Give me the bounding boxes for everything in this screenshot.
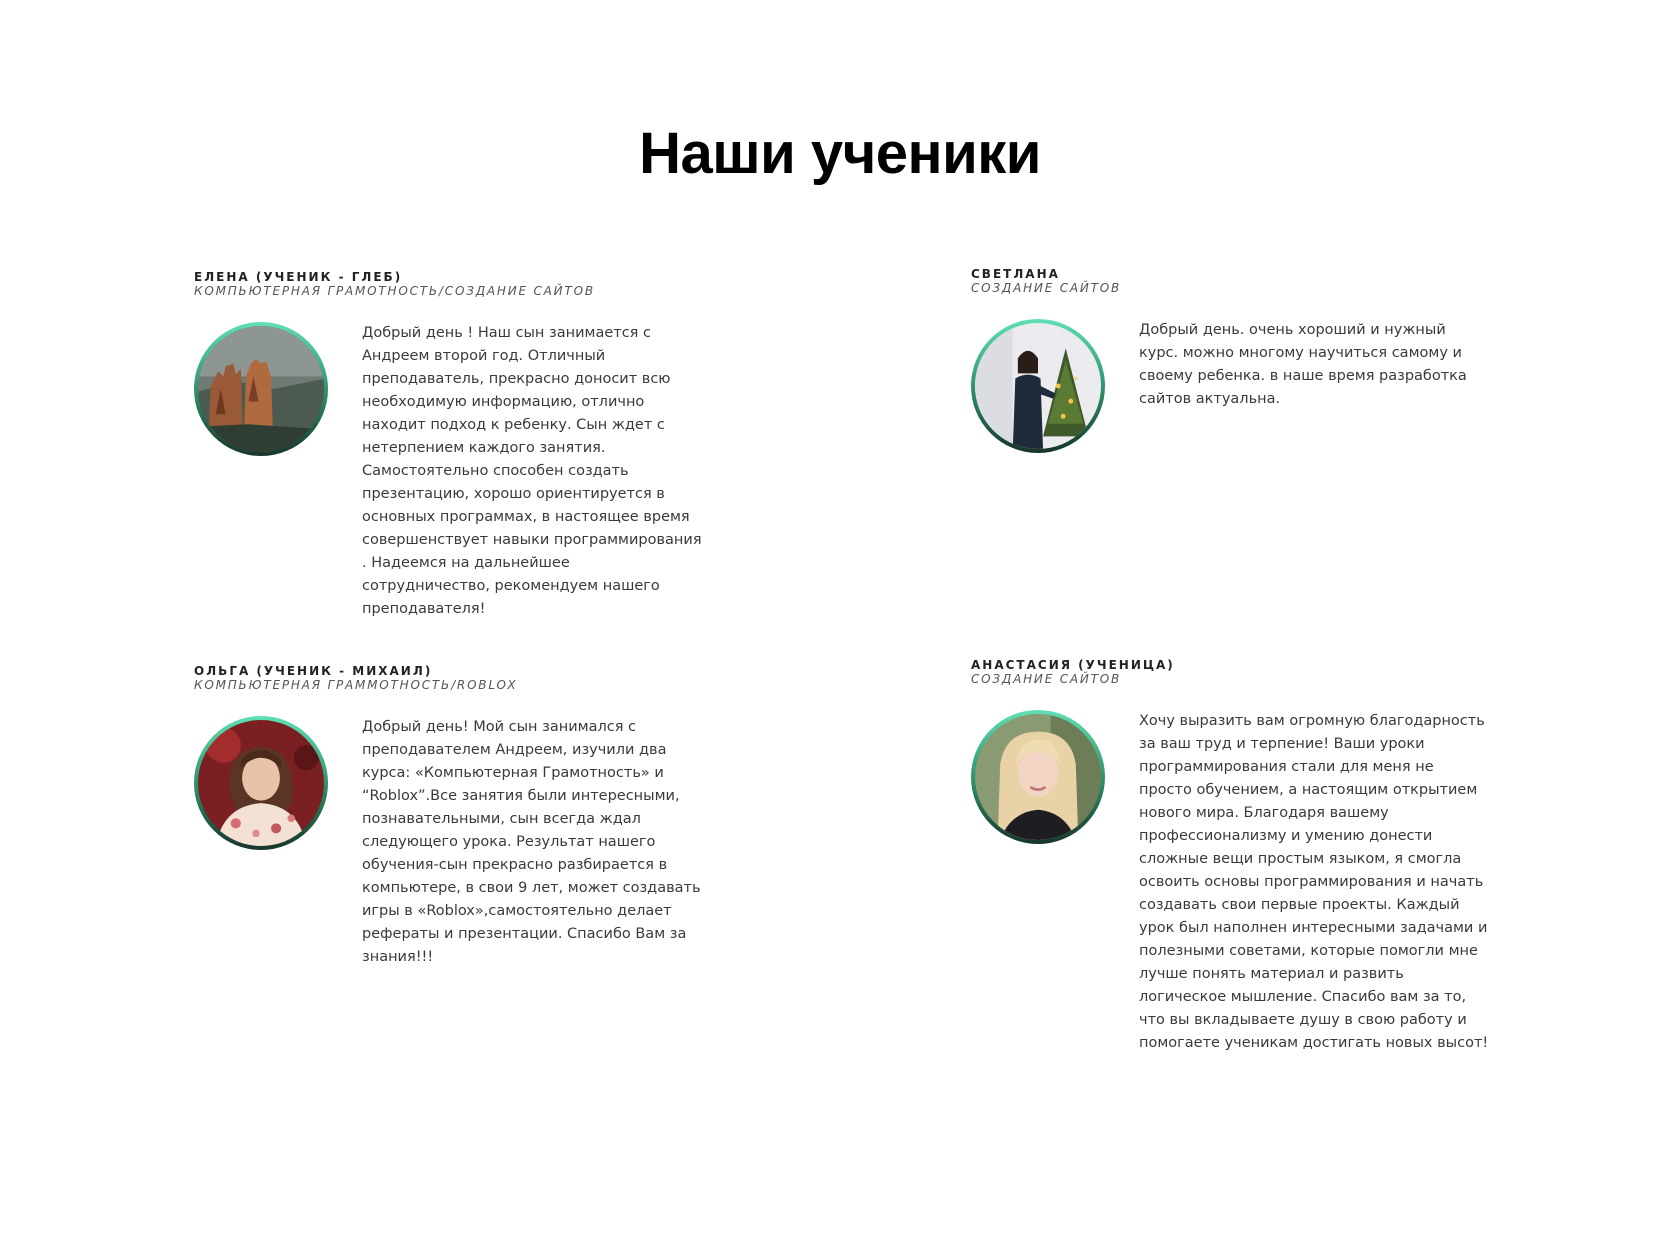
page-title: Наши ученики — [639, 121, 1041, 186]
review-text: Добрый день ! Наш сын занимается с Андреем второй год. Отличный преподаватель, прекрасно доносит всю необходимую информацию, отлично находит подход к ребенку. Сын ждет с нетерпением каждого занятия. Самостоятельно способен создать презентацию, хорошо ориентируется в основных программах, в настоящее время совершенствует навыки программирования . Надеемся на дальнейшее сотрудничество, рекомендуем нашего преподавателя! — [362, 325, 702, 617]
woman-with-christmas-tree-photo-icon — [975, 323, 1101, 449]
woman-portrait-photo-icon — [198, 720, 324, 846]
review-text: Хочу выразить вам огромную благодарность за ваш труд и терпение! Ваши уроки программирования стали для меня не просто обучением, а настоящим открытием нового мира. Благодаря вашему профессионализму и умению донести сложные вещи простым языком, я смогла освоить основы программирования и начать создавать свои первые проекты. Каждый урок был наполнен интересными задачами и полезными советами, которые помогли мне лучше понять материал и развить логическое мышление. Спасибо вам за то, что вы вкладываете душу в свою работу и помогаете ученикам достигать новых высот! — [1139, 713, 1489, 1051]
avatar — [194, 716, 328, 850]
review-text: Добрый день. очень хороший и нужный курс. можно многому научиться самому и своему ребенка. в наше время разработка сайтов актуальна. — [1139, 322, 1467, 407]
review-author: АНАСТАСИЯ (УЧЕНИЦА) — [971, 658, 1175, 672]
review-author: ЕЛЕНА (УЧЕНИК - ГЛЕБ) — [194, 270, 403, 284]
review-text: Добрый день! Мой сын занимался с преподавателем Андреем, изучили два курса: «Компьютерная Грамотность» и “Roblox”.Все занятия были интересными, познавательными, сын всегда ждал следующего урока. Результат нашего обучения-сын прекрасно разбирается в компьютере, в свои 9 лет, может создавать игры в «Roblox»,самостоятельно делает рефераты и презентации. Спасибо Вам за знания!!! — [362, 719, 701, 965]
review-header — [194, 664, 754, 692]
review-header — [194, 270, 754, 298]
review-course: СОЗДАНИЕ САЙТОВ — [971, 281, 1122, 295]
landscape-photo-icon — [198, 326, 324, 452]
review-course: СОЗДАНИЕ САЙТОВ — [971, 672, 1122, 686]
review-course: КОМПЬЮТЕРНАЯ ГРАМОТНОСТЬ/СОЗДАНИЕ САЙТОВ — [194, 284, 595, 298]
blonde-girl-portrait-photo-icon — [975, 714, 1101, 840]
review-course: КОМПЬЮТЕРНАЯ ГРАММОТНОСТЬ/ROBLOX — [194, 678, 518, 692]
avatar — [971, 710, 1105, 844]
review-header — [971, 658, 1531, 686]
review-author: ОЛЬГА (УЧЕНИК - МИХАИЛ) — [194, 664, 433, 678]
avatar — [971, 319, 1105, 453]
review-author: СВЕТЛАНА — [971, 267, 1060, 281]
avatar — [194, 322, 328, 456]
review-header — [971, 267, 1531, 295]
